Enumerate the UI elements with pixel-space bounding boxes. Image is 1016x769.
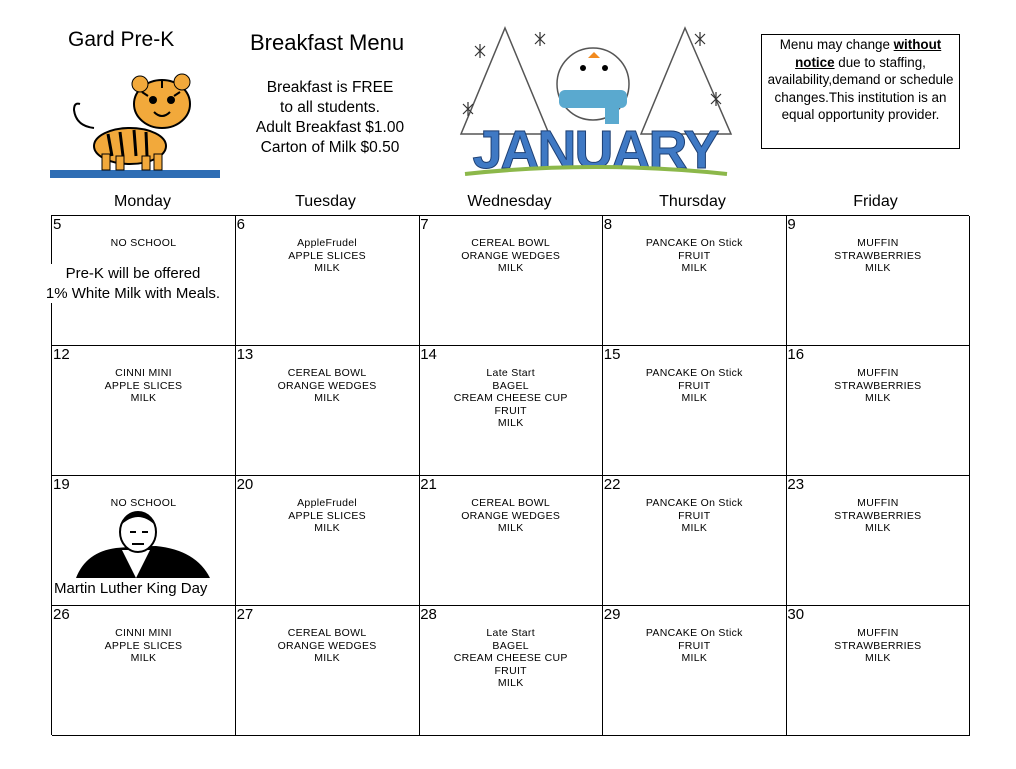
day-cell (236, 346, 420, 476)
menu-item: FRUIT (678, 509, 711, 522)
tiger-illustration (50, 66, 220, 178)
menu-items (419, 237, 602, 275)
menu-items (603, 497, 786, 535)
date-number: 12 (53, 346, 70, 363)
day-cell (52, 346, 236, 476)
date-number: 26 (53, 606, 70, 623)
menu-item: MILK (681, 262, 708, 274)
menu-items (236, 497, 419, 535)
date-number: 29 (603, 606, 621, 623)
menu-items (603, 627, 786, 665)
date-number: 16 (787, 346, 805, 363)
date-number: 28 (420, 606, 437, 623)
menu-items (603, 237, 786, 275)
date-number: 30 (787, 606, 805, 623)
menu-item: CINNI MINI (115, 367, 172, 379)
menu-item: MUFFIN (857, 237, 899, 249)
mlk-portrait-illustration (66, 510, 216, 580)
menu-item: CINNI MINI (115, 627, 172, 639)
school-name: Gard Pre-K (68, 28, 175, 51)
menu-item: MILK (497, 417, 524, 429)
menu-item: FRUIT (678, 249, 711, 262)
date-number: 20 (236, 476, 254, 493)
month-art-text: JANUARY (472, 120, 718, 180)
menu-items (52, 627, 235, 665)
menu-items (419, 627, 602, 690)
menu-item: STRAWBERRIES (834, 509, 922, 522)
date-number: 22 (603, 476, 621, 493)
price-line: to all students. (280, 99, 380, 116)
menu-items (52, 237, 235, 250)
price-line: Carton of Milk $0.50 (260, 139, 400, 156)
menu-item: CEREAL BOWL (471, 497, 551, 509)
mlk-day-note: Martin Luther King Day (54, 580, 208, 597)
date-number: 27 (236, 606, 254, 623)
prek-milk-note (38, 264, 228, 303)
menu-item: APPLE SLICES (104, 379, 183, 392)
menu-items (52, 367, 235, 405)
menu-item: NO SCHOOL (110, 237, 177, 249)
date-number: 9 (787, 216, 796, 233)
menu-item: FRUIT (494, 404, 527, 417)
menu-item: MUFFIN (857, 497, 899, 509)
menu-item: MILK (314, 652, 340, 664)
date-number: 14 (420, 346, 437, 363)
menu-item: FRUIT (678, 379, 711, 392)
menu-items (419, 367, 602, 430)
date-number: 8 (603, 216, 613, 233)
day-cell (603, 216, 787, 346)
date-number: 7 (420, 216, 429, 233)
day-cell (419, 346, 603, 476)
menu-item: AppleFrudel (297, 237, 358, 249)
menu-item: PANCAKE On Stick (645, 237, 743, 249)
menu-item: PANCAKE On Stick (645, 497, 743, 509)
menu-item: FRUIT (494, 664, 527, 677)
menu-item: CEREAL BOWL (287, 367, 367, 379)
day-cell (419, 216, 603, 346)
menu-item: BAGEL (492, 639, 529, 652)
menu-item: MILK (497, 262, 524, 274)
notice-suffix: due to staffing, availability,demand or schedule changes.This institution is an equal opportunity provider. (767, 54, 954, 122)
date-number: 19 (53, 476, 70, 493)
menu-item: MUFFIN (857, 367, 899, 379)
menu-items (236, 627, 419, 665)
day-cell (786, 606, 970, 736)
day-header-friday: Friday (853, 193, 898, 210)
menu-items (786, 627, 969, 665)
menu-item: MILK (865, 392, 891, 404)
menu-item: APPLE SLICES (104, 639, 183, 652)
menu-item: MILK (497, 677, 524, 689)
price-info (240, 78, 420, 158)
menu-items (236, 367, 419, 405)
menu-item: MUFFIN (857, 627, 899, 639)
date-number: 6 (236, 216, 245, 233)
menu-item: MILK (130, 392, 157, 404)
menu-item: STRAWBERRIES (834, 249, 922, 262)
menu-item: APPLE SLICES (288, 509, 366, 522)
menu-title: Breakfast Menu (250, 30, 405, 55)
january-snowman-illustration (455, 24, 735, 184)
date-number: 13 (236, 346, 254, 363)
day-cell (786, 476, 970, 606)
menu-items (786, 497, 969, 535)
menu-item: MILK (865, 262, 891, 274)
menu-item: MILK (314, 522, 340, 534)
menu-item: MILK (865, 522, 891, 534)
menu-item: MILK (681, 522, 708, 534)
menu-item: NO SCHOOL (110, 497, 177, 509)
day-cell (786, 216, 970, 346)
date-number: 5 (53, 216, 62, 233)
menu-item: ORANGE WEDGES (277, 379, 377, 392)
menu-item: AppleFrudel (297, 497, 358, 509)
menu-item: PANCAKE On Stick (645, 367, 743, 379)
price-line: Breakfast is FREE (266, 79, 394, 96)
price-line: Adult Breakfast $1.00 (255, 119, 405, 136)
menu-items (236, 237, 419, 275)
day-cell (603, 346, 787, 476)
date-number: 21 (420, 476, 437, 493)
date-number: 23 (787, 476, 805, 493)
menu-item: MILK (497, 522, 524, 534)
menu-items (786, 237, 969, 275)
day-cell (419, 476, 603, 606)
menu-item: MILK (314, 262, 340, 274)
menu-items (52, 497, 235, 510)
menu-item: MILK (130, 652, 157, 664)
menu-item: ORANGE WEDGES (277, 639, 377, 652)
day-header-thursday: Thursday (659, 193, 726, 210)
menu-item: CEREAL BOWL (471, 237, 551, 249)
notice-prefix: Menu may change (779, 37, 894, 52)
date-number: 15 (603, 346, 621, 363)
day-cell (236, 606, 420, 736)
day-cell (603, 606, 787, 736)
menu-item: CREAM CHEESE CUP (453, 392, 568, 404)
day-header-tuesday: Tuesday (295, 193, 356, 210)
menu-item: MILK (681, 392, 708, 404)
menu-item: FRUIT (678, 639, 711, 652)
menu-item: MILK (865, 652, 891, 664)
prek-milk-line: 1% White Milk with Meals. (45, 284, 221, 302)
menu-item: Late Start (486, 367, 535, 379)
day-cell (419, 606, 603, 736)
menu-item: MILK (681, 652, 708, 664)
menu-items (786, 367, 969, 405)
menu-item: CREAM CHEESE CUP (453, 652, 568, 664)
menu-item: ORANGE WEDGES (461, 249, 561, 262)
menu-item: PANCAKE On Stick (645, 627, 743, 639)
menu-item: CEREAL BOWL (287, 627, 367, 639)
menu-change-notice (761, 34, 960, 149)
day-header-wednesday: Wednesday (467, 193, 552, 210)
day-cell (236, 216, 420, 346)
menu-items (419, 497, 602, 535)
prek-milk-line: Pre-K will be offered (65, 265, 201, 282)
notice-emphasis: without notice (795, 37, 942, 70)
menu-item: Late Start (486, 627, 535, 639)
menu-items (603, 367, 786, 405)
day-header-monday: Monday (114, 193, 171, 210)
menu-item: MILK (314, 392, 340, 404)
day-cell (52, 606, 236, 736)
menu-item: BAGEL (492, 379, 529, 392)
day-cell (603, 476, 787, 606)
menu-item: APPLE SLICES (288, 249, 366, 262)
menu-item: ORANGE WEDGES (461, 509, 561, 522)
day-cell (236, 476, 420, 606)
menu-item: STRAWBERRIES (834, 379, 922, 392)
day-cell (786, 346, 970, 476)
menu-item: STRAWBERRIES (834, 639, 922, 652)
